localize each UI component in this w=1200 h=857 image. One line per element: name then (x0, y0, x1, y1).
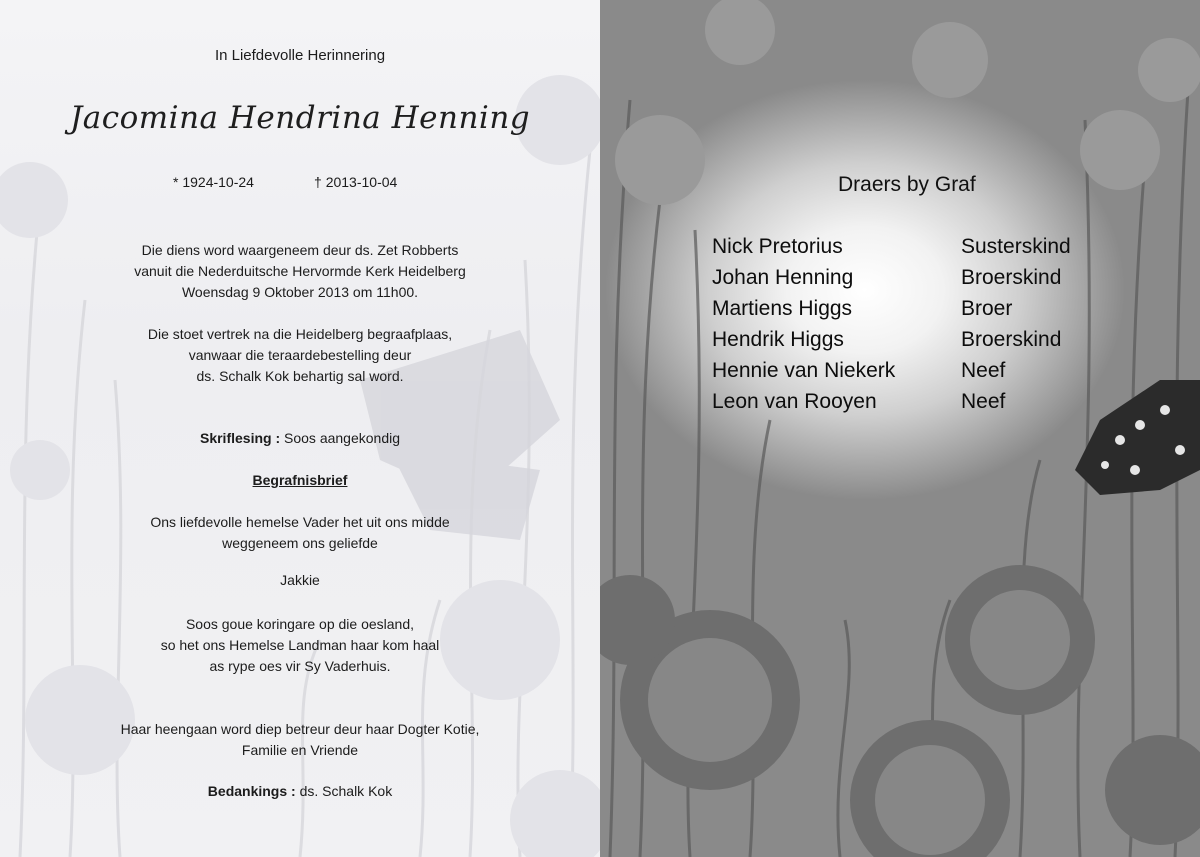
mourners-line-2: Familie en Vriende (241, 742, 359, 758)
pallbearer-relation: Neef (961, 359, 1006, 382)
verse-line-2: so het ons Hemelse Landman haar kom haal (160, 637, 440, 653)
letter-line-1: Ons liefdevolle hemelse Vader het uit ons midde (150, 514, 450, 530)
pallbearer-row (600, 390, 1200, 422)
pallbearer-relation: Broerskind (961, 266, 1062, 289)
service-line-1: Die diens word waargeneem deur ds. Zet Robberts (141, 242, 459, 258)
pallbearer-row (600, 359, 1200, 391)
deceased-name: Jacomina Hendrina Henning (69, 100, 531, 136)
verse-line-1: Soos goue koringare op die oesland, (185, 616, 415, 632)
pallbearer-row (600, 266, 1200, 298)
birth-date: 1924-10-24 (182, 174, 254, 190)
verse-line-3: as rype oes vir Sy Vaderhuis. (209, 658, 391, 674)
pallbearer-relation: Neef (961, 390, 1006, 413)
pallbearer-relation: Broerskind (961, 328, 1062, 351)
thanks-value: ds. Schalk Kok (299, 783, 393, 799)
pallbearer-name: Nick Pretorius (712, 235, 843, 258)
pallbearers-title: Draers by Graf (838, 173, 976, 196)
scripture-label: Skriflesing : (199, 430, 281, 446)
pallbearer-row (600, 235, 1200, 267)
birth-symbol: * (173, 174, 179, 190)
pallbearer-name: Johan Henning (712, 266, 854, 289)
birth-date-group (173, 172, 254, 193)
letter-heading (0, 470, 600, 491)
thanks (0, 781, 600, 802)
memorial-header: In Liefdevolle Herinnering (214, 47, 386, 64)
letter-line-2: weggeneem ons geliefde (222, 535, 378, 551)
death-date: 2013-10-04 (325, 174, 398, 190)
pallbearer-row (600, 328, 1200, 360)
nickname: Jakkie (280, 572, 320, 588)
pallbearer-name: Hennie van Niekerk (712, 359, 896, 382)
mourners-line-1: Haar heengaan word diep betreur deur haar Dogter Kotie, (120, 721, 480, 737)
pallbearer-row (600, 297, 1200, 329)
pallbearer-relation: Susterskind (961, 235, 1071, 258)
service-line-2: vanuit die Nederduitsche Hervormde Kerk Heidelberg (134, 263, 466, 279)
thanks-label: Bedankings : (207, 783, 296, 799)
letter-heading-text: Begrafnisbrief (252, 472, 348, 488)
scripture-reading (0, 428, 600, 449)
right-page (600, 0, 1200, 857)
pallbearer-name: Hendrik Higgs (712, 328, 844, 351)
pallbearer-name: Martiens Higgs (712, 297, 853, 320)
procession-line-1: Die stoet vertrek na die Heidelberg begraafplaas, (147, 326, 453, 342)
death-symbol-icon: † (314, 174, 322, 190)
pallbearer-name: Leon van Rooyen (712, 390, 877, 413)
procession-line-2: vanwaar die teraardebestelling deur (188, 347, 412, 363)
death-date-group (314, 172, 397, 193)
service-line-3: Woensdag 9 Oktober 2013 om 11h00. (181, 284, 419, 300)
pallbearer-relation: Broer (961, 297, 1013, 320)
procession-line-3: ds. Schalk Kok behartig sal word. (196, 368, 404, 384)
scripture-value: Soos aangekondig (284, 430, 401, 446)
pallbearers-section (600, 0, 1200, 857)
